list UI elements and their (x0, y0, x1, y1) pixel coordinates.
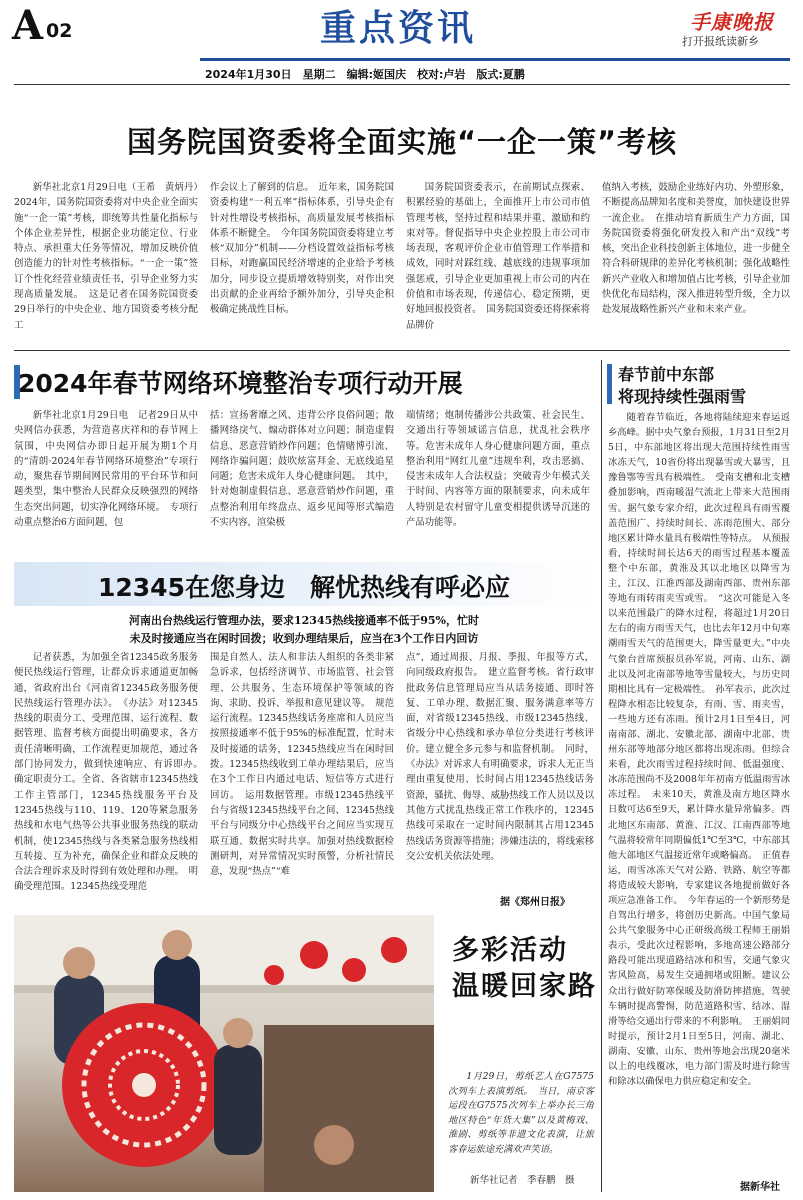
headline: 2024年春节网络环境整治专项行动开展 (18, 369, 463, 398)
article3-source: 据《郑州日报》 (500, 897, 570, 908)
page-letter: A (12, 2, 44, 49)
photo (14, 915, 434, 1192)
photo-title-line1: 多彩活动 (452, 935, 568, 966)
subhead-line2: 未及时接通应当在闲时回拨；收到办理结果后，应当在3个工作日内回访 (129, 632, 479, 645)
header-rule (200, 58, 790, 61)
sidebar-headline-line2: 将现持续性强雨雪 (618, 387, 747, 406)
article2-col1: 新华社北京1月29日电 记者29日从中央网信办获悉，为营造喜庆祥和的春节网上氛围，中央网信办即日起开展为期1个月的“清朗·2024年春节网络环境整治”专项行动，聚焦春节期间网民常用的平台环节和问题类型，集中整治人民群众反映强烈的网络生态突出问题，切实净化网络环境。 专项行动重点整治6方面问题，包 (14, 410, 198, 529)
article2-col2: 括：宣扬奢靡之风、违背公序良俗问题；散播网络戾气、煽动群体对立问题；制造虚假信息、恶意营销炒作问题；色情赌博引流、网络诈骗问题；鼓吹炫富拜金、无底线追星问题；危害未成年人身心健康问题。 其中，针对炮制虚假信息、恶意营销炒作问题，重点整治利用年终盘点、返乡见闻等形式编造不实内容，渲染极 (210, 410, 394, 529)
photo-credit: 新华社记者 季春鹏 摄 (470, 1175, 575, 1186)
headline: 12345在您身边 解忧热线有呼必应 (98, 573, 510, 602)
dateline: 2024年1月30日 星期二 编辑:姬国庆 校对:卢岩 版式:夏鹏 (205, 68, 525, 81)
photo-caption: 1月29日，剪纸艺人在G7575次列车上表演剪纸。 当日，南京客运段在G7575次列车上举办长三角地区特色“年货大集”以及黄梅戏、淮剧、剪纸等非遗文化表演，让旅客春运旅途充满欢声笑语。 (448, 1071, 594, 1155)
slogan: 打开报纸读新乡 (682, 35, 759, 48)
dateline-rule (14, 84, 790, 85)
article1-col1: 新华社北京1月29日电（王希 黄炳丹）2024年，国务院国资委将对中央企业全面实施“一企一策”考核，即统筹共性量化指标与个体企业差异性，根据企业功能定位、行业特点、承担重大任务等情况，增加反映价值创造能力的针对性考核指标。“一企一策”签订个性化经营业绩责任书，引导企业努力实现高质量发展。 这是记者在国务院国资委29日举行的中央企业、地方国资委考核分配工 (14, 182, 198, 331)
sidebar-headline-line1: 春节前中东部 (618, 365, 715, 384)
sidebar-accent (607, 364, 612, 404)
photo-illustration (14, 915, 434, 1192)
headline: 国务院国资委将全面实施“一企一策”考核 (126, 125, 678, 159)
page-number: 02 (46, 20, 73, 42)
logo: 手康晚报 (690, 10, 774, 34)
photo-title-line2: 温暖回家路 (452, 971, 597, 1002)
article3-col1: 记者获悉，为加强全省12345政务服务便民热线运行管理，让群众诉求通道更加畅通，省政府出台《河南省12345政务服务便民热线运行管理办法》。 《办法》对12345热线的职责分工、受理范围、运行流程、数据管理、监督考核方面提出明确要求，各方责任清晰明确，工作流程更加规范，通过各部门协同发力，做到快速响应、有诉即办。 确定职责分工。全省、各省辖市12345热线工作主管部门，12345热线服务平台及12345热线与110、119、120等紧急服务热线和水电气热等公共事业服务热线的联动机制，使12345热线与各类紧急服务热线相互转接、互为补充，确保企业和群众反映的合法合理诉求及时得到有效处理和办理。 明确受理范围。12345热线受理范 (14, 652, 208, 893)
article3-col3: 点”，通过周报、月报、季报、年报等方式，向同级政府报告。 建立监督考核。省行政审批政务信息管理局应当从话务接通、即时答复、工单办理、数据汇聚、服务满意率等方面，对省级12345热线、市级12345热线、省级分中心热线和承办单位分类进行考核评价。建立健全多元参与和监督机制。 同时，《办法》对诉求人有明确要求，诉求人无正当理由重复使用、长时间占用12345热线话务资源，骚扰、侮辱、威胁热线工作人员以及以其他方式扰乱热线正常工作秩序的，12345热线可采取在一定时间内限制其占用12345热线话务资源等措施；涉嫌违法的，将线索移交公安机关依法处理。 (406, 652, 594, 862)
sidebar-body: 随着春节临近，各地将陆续迎来春运返乡高峰。据中央气象台预报，1月31日至2月5日，中东部地区将出现大范围持续性雨雪冰冻天气，10省份将出现暴雪或大暴雪，且豫鲁鄂等雪具有极端性。 受南支槽和北支槽叠加影响，西南暖湿气流北上带来大范围雨雪。据气象专家介绍，此次过程具有雨雪覆盖范围广、持续时间长、冻雨范围大、部分地区累计降水量具有极端性等特点。 从预报看，持续时间长达6天的雨雪过程基本覆盖整个中东部，黄淮及其以北地区以降雪为主，江汉、江淮西部及湖南西部、贵州东部等地有雨转雨夹雪或雪。 “这次可能是入冬以来范围最广的降水过程，将超过1月20日左右的南方雨雪天气，也比去年12月中旬寒潮雨雪天气的范围更大，降雪量更大。”中央气象台首席预报员孙军说，河南、山东、湖北以及河北南部等地等雪量较大，与历史同期相比具有一定极端性。 孙军表示，此次过程降水相态比较复杂，有雨、雪、雨夹雪，一些地方还有冻雨。预计2月1日至4日，河南南部、湖北、安徽北部、湖南中北部、贵州东部等地部分地区都将出现冻雨。但综合来看，此次雨雪过程持续时间、低温强度、冰冻范围尚不及2008年年初南方低温雨雪冰冻过程。 未来10天，黄淮及南方地区降水日数可达6至9天，累计降水量异常偏多。西北地区东南部、黄淮、江汉、江南西部等地气温将较常年同期偏低1℃至3℃，中东部其他大部地区气温接近常年或略偏高。 正值春运，雨雪冰冻天气对公路、铁路、航空等都将造成较大影响，专家建议各地提前做好各项应急准备工作。 今年春运的一个新形势是自驾出行增多，将创历史新高。中国气象局公共气象服务中心正研级高级工程师王丽娟表示，受此次过程影响，多地高速公路部分路段可能出现道路结冰和积雪，交通气象灾害风险高，易发生交通拥堵或阻断。建议公众出行做好防寒保暖及防滑防摔措施，驾驶车辆时提高警惕，防范道路积雪、结冰、湿滑等给交通出行带来的不利影响。 王丽娟同时提示，预计2月1日至5日，河南、湖北、湖南、安徽、山东、贵州等地会出现20毫米以上的电线覆冰，电力部门需及时进行除雪和除冰以确保电力供应稳定和安全。 (608, 412, 790, 1088)
article1-col3: 国务院国资委表示，在前期试点探索、积累经验的基础上，全面推开上市公司市值管理考核，坚持过程和结果并重、激励和约束对等。督促指导中央企业控股上市公司市场表现，客观评价企业市值管理工作举措和成效，同时对踩红线、越底线的违规事项加强惩戒，引导企业更加重视上市公司的内在价值和市场表现，传递信心、稳定预期，更好地回报投资者。 国务院国资委还将探索将品牌价 (406, 182, 590, 331)
section-title: 重点资讯 (320, 8, 477, 49)
article3-col2: 围是自然人、法人和非法人组织的各类非紧急诉求，包括经济调节、市场监管、社会管理、公共服务、生态环境保护等领域的咨询、求助、投诉、举报和意见建议等。 规范运行流程。12345热线话务座席和人员应当按照接通率不低于95%的标准配置，忙时未及时接通的话务，12345热线应当在闲时回拨。12345热线收到工单办理结果后，应当在3个工作日内通过电话、短信等方式进行回访。 运用数据管理。市级12345热线平台与省级12345热线平台之间、12345热线平台与同级分中心热线平台之间应当实现互联互通、数据实时共享。加强对热线数据检测研判，对异常情况实时预警，分析社情民意，发现“热点”“难 (210, 652, 394, 878)
article1-col4: 值纳入考核，鼓励企业练好内功、外塑形象，不断提高品牌知名度和美誉度，加快建设世界一流企业。 在推动培育新质生产力方面，国务院国资委将强化研发投入和产出“双线”考核，突出企业科技创新主体地位，进一步健全符合科研规律的差异化考核机制；强化战略性新兴产业收入和增加值占比考核，引导企业加快优化布局结构，深入推进转型升级，全力以赴发展战略性新兴产业和未来产业。 (602, 182, 790, 316)
article2-col3: 端情绪；炮制传播涉公共政策、社会民生、交通出行等领域谣言信息，扰乱社会秩序等。危害未成年人身心健康问题方面，重点整治利用“网红儿童”违规牟利，攻击恶搞、侵害未成年人合法权益；突破青少年模式关于时间、内容等方面的限制要求，向未成年人特别是农村留守儿童变相提供诱导沉迷的产品功能等。 (406, 410, 590, 529)
sidebar-source: 据新华社 (740, 1182, 780, 1193)
divider (14, 350, 790, 351)
subhead-line1: 河南出台热线运行管理办法，要求12345热线接通率不低于95%，忙时 (128, 614, 480, 627)
sidebar-vertical-rule (601, 360, 602, 1192)
article1-col2: 作会议上了解到的信息。 近年来，国务院国资委构建“一利五率”指标体系，引导央企有针对性增设考核指标，高质量发展考核指标体系不断健全。 今年国务院国资委将建立考核“双加分”机制——分档设置效益指标考核目标，对跑赢国民经济增速的企业给予考核加分，同步设立提质增效特别奖，对作出突出贡献的企业再给予额外加分，引导央企积极确定挑战性目标。 (210, 182, 394, 316)
